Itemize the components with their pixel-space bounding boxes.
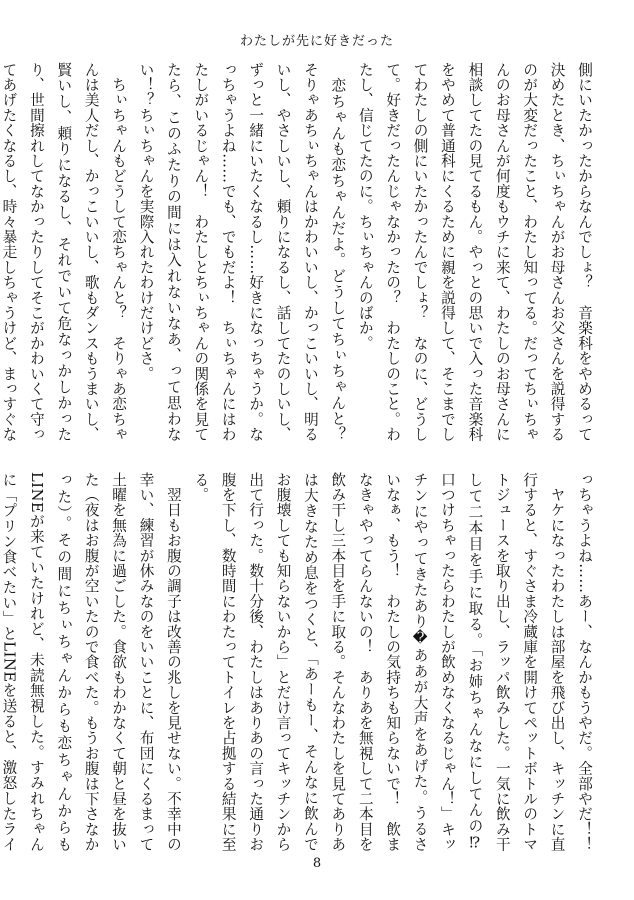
- paragraph: っちゃうよね……あー、なんかもうやだ。全部やだ！！: [576, 472, 593, 852]
- text-block-bottom: [0, 472, 598, 868]
- paragraph: 翌日もお腹の調子は改善の兆しを見せない。不幸中の幸い、練習が休みなのをいいことに、布団にくるまって土曜を無為に過ごした。食欲もわかなくて朝と昼を抜いた（夜はお腹が空いたので食べた。もうお腹は下さなかった）。その間にちぃちゃんからも恋ちゃんからもLINEが来ていたけれど、未読無視した。すみれちゃんに「プリン食べたい」とLINEを送ると、激怒したライ: [0, 472, 182, 852]
- paragraph: ちぃちゃんもどうして恋ちゃんと？ そりゃあ恋ちゃんは美人だし、かっこいいし、歌もダンスもうまいし、賢いし、頼りになるし、それでいて危なっかしかったり、世間擦れしてなかったりしてそこがかわいくて守ってあげたくなるし、時々暴走しちゃうけど、まっすぐな: [0, 62, 128, 442]
- paragraph: 側にいたかったからなんでしょ？ 音楽科をやめるって決めたとき、ちぃちゃんがお母さんお父さんを説得するのが大変だったこと、わたし知ってる。だってちぃちゃんのお母さんが何度もウチに来て、わたしのお母さんに相談してたの見てるもん。やっとの思いで入った音楽科をやめて普通科にくるために親を説得して、そこまでしてわたしの側にいたかったんでしょ？ なのに、どうして。好きだったんじゃなかったの？ わたしのこと。わたし、信じてたのに。ちぃちゃんのばか。: [356, 62, 593, 442]
- paragraph: 恋ちゃんも恋ちゃんだよ。どうしてちぃちゃんと？ そりゃあちぃちゃんはかわいいし、かっこいいし、明るいし、やさしいし、頼りになるし、話してたのしいし、ずっと一緒にいたくなるし……好きになっちゃうか。なっちゃうよね……でも、でもだよ！ ちぃちゃんにはわたしがいるじゃん！ わたしとちぃちゃんの関係を見てたら、このふたりの間には入れないなあ、って思わない！？ちぃちゃんを実際入れたわけだけどさ。: [137, 62, 347, 458]
- paragraph: ヤケになったわたしは部屋を飛び出し、キッチンに直行すると、すぐさま冷蔵庫を開けてペットボトルのトマトジュースを取り出し、ラッパ飲みした。一気に飲み干して二本目を手に取る。「お姉ちゃんなにしてんの⁉ 口つけちゃったらわたしが飲めなくなるじゃん！」キッチンにやってきたあり�ああが大声をあげた。うるさいなぁ、もう！ わたしの気持ちも知らないで！ 飲まなきゃやってらんないの！ ありあを無視して二本目を飲み干し三本目を手に取る。そんなわたしを見てありあは大きなため息をつくと、「あーもー、そんなに飲んでお腹壊しても知らないから」とだけ言ってキッチンから出て行った。数十分後、わたしはありあの言った通りお腹を下し、数時間にわたってトイレを占拠する結果に至る。: [192, 472, 566, 868]
- page-title: わたしが先に好きだった: [239, 34, 394, 49]
- page-number: 8: [312, 856, 322, 871]
- text-block-top: [0, 62, 598, 458]
